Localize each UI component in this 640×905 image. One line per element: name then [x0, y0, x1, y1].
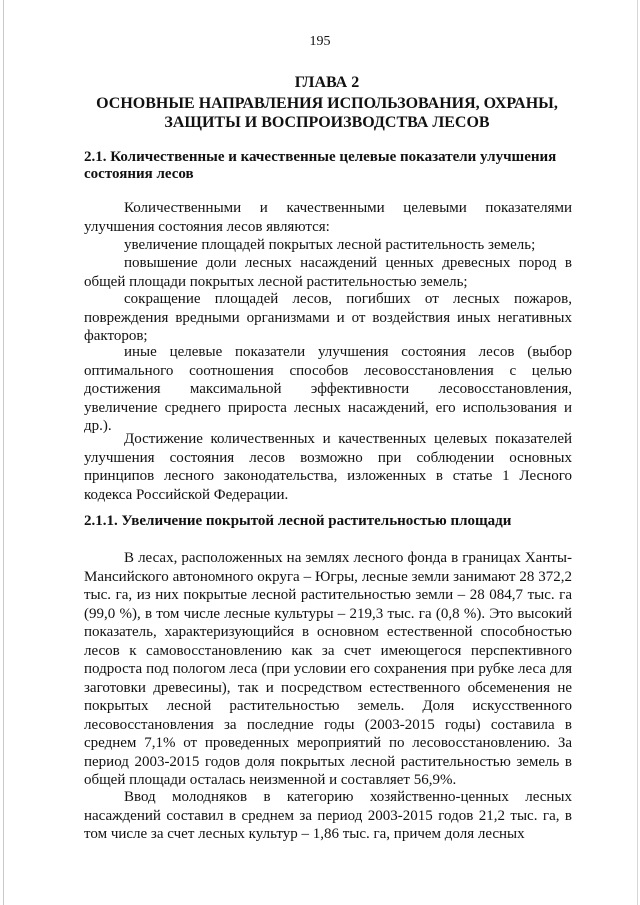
section-2-1-1-title: 2.1.1. Увеличение покрытой лесной растительностью площади: [84, 513, 512, 529]
scan-edge-left: [3, 0, 4, 905]
chapter-title-line-2: ЗАЩИТЫ И ВОСПРОИЗВОДСТВА ЛЕСОВ: [164, 114, 490, 131]
chapter-title-line-1: ОСНОВНЫЕ НАПРАВЛЕНИЯ ИСПОЛЬЗОВАНИЯ, ОХРАНЫ,: [96, 95, 558, 112]
paragraph: В лесах, расположенных на землях лесного фонда в границах Ханты-Мансийского автономного округа – Югры, лесные земли занимают 28 372,2 тыс. га, из них покрытые лесной растительностью земли – 28 084,7 тыс. га (99,0 %), в том числе лесные культуры – 219,3 тыс. га (0,8 %). Это высокий показатель, характеризующийся в основном естественной способностью лесов к самовосстановлению как за счет имеющегося перспективного подроста под пологом леса (при условии его сохранения при рубке леса для заготовки древесины), так и посредством естественного обсеменения не покрытых лесной растительностью земель. Доля искусственного лесовосстановления за последние годы (2003-2015 годы) составила в среднем 7,1% от проведенных мероприятий по лесовосстановлению. За период 2003-2015 годов доля покрытых лесной растительностью земель в общей площади осталась неизменной и составляет 56,9%.: [84, 550, 572, 788]
paragraph: Количественными и качественными целевыми показателями улучшения состояния лесов являются:: [84, 200, 572, 235]
scan-edge-right: [637, 0, 638, 905]
paragraph: увеличение площадей покрытых лесной растительность земель;: [124, 237, 536, 253]
chapter-number: ГЛАВА 2: [294, 74, 360, 91]
paragraph: Достижение количественных и качественных целевых показателей улучшения состояния лесов возможно при соблюдении основных принципов лесного законодательства, изложенных в статье 1 Лесного кодекса Российской Федерации.: [84, 431, 572, 503]
section-2-1-title: 2.1. Количественные и качественные целевые показатели улучшения состояния лесов: [84, 149, 557, 182]
page-number: 195: [309, 34, 331, 49]
paragraph: повышение доли лесных насаждений ценных древесных пород в общей площади покрытых лесной растительностью земель;: [84, 255, 572, 290]
paragraph: иные целевые показатели улучшения состояния лесов (выбор оптимального соотношения способов лесовосстановления с целью достижения максимальной эффективности лесовосстановления, увеличение среднего прироста лесных насаждений, его использования и др.).: [84, 344, 572, 434]
paragraph: сокращение площадей лесов, погибших от лесных пожаров, повреждения вредными организмами и от воздействия иных негативных факторов;: [84, 291, 572, 344]
paragraph: Ввод молодняков в категорию хозяйственно-ценных лесных насаждений составил в среднем за период 2003-2015 годов 21,2 тыс. га, в том числе за счет лесных культур – 1,86 тыс. га, причем доля лесных: [84, 789, 572, 842]
